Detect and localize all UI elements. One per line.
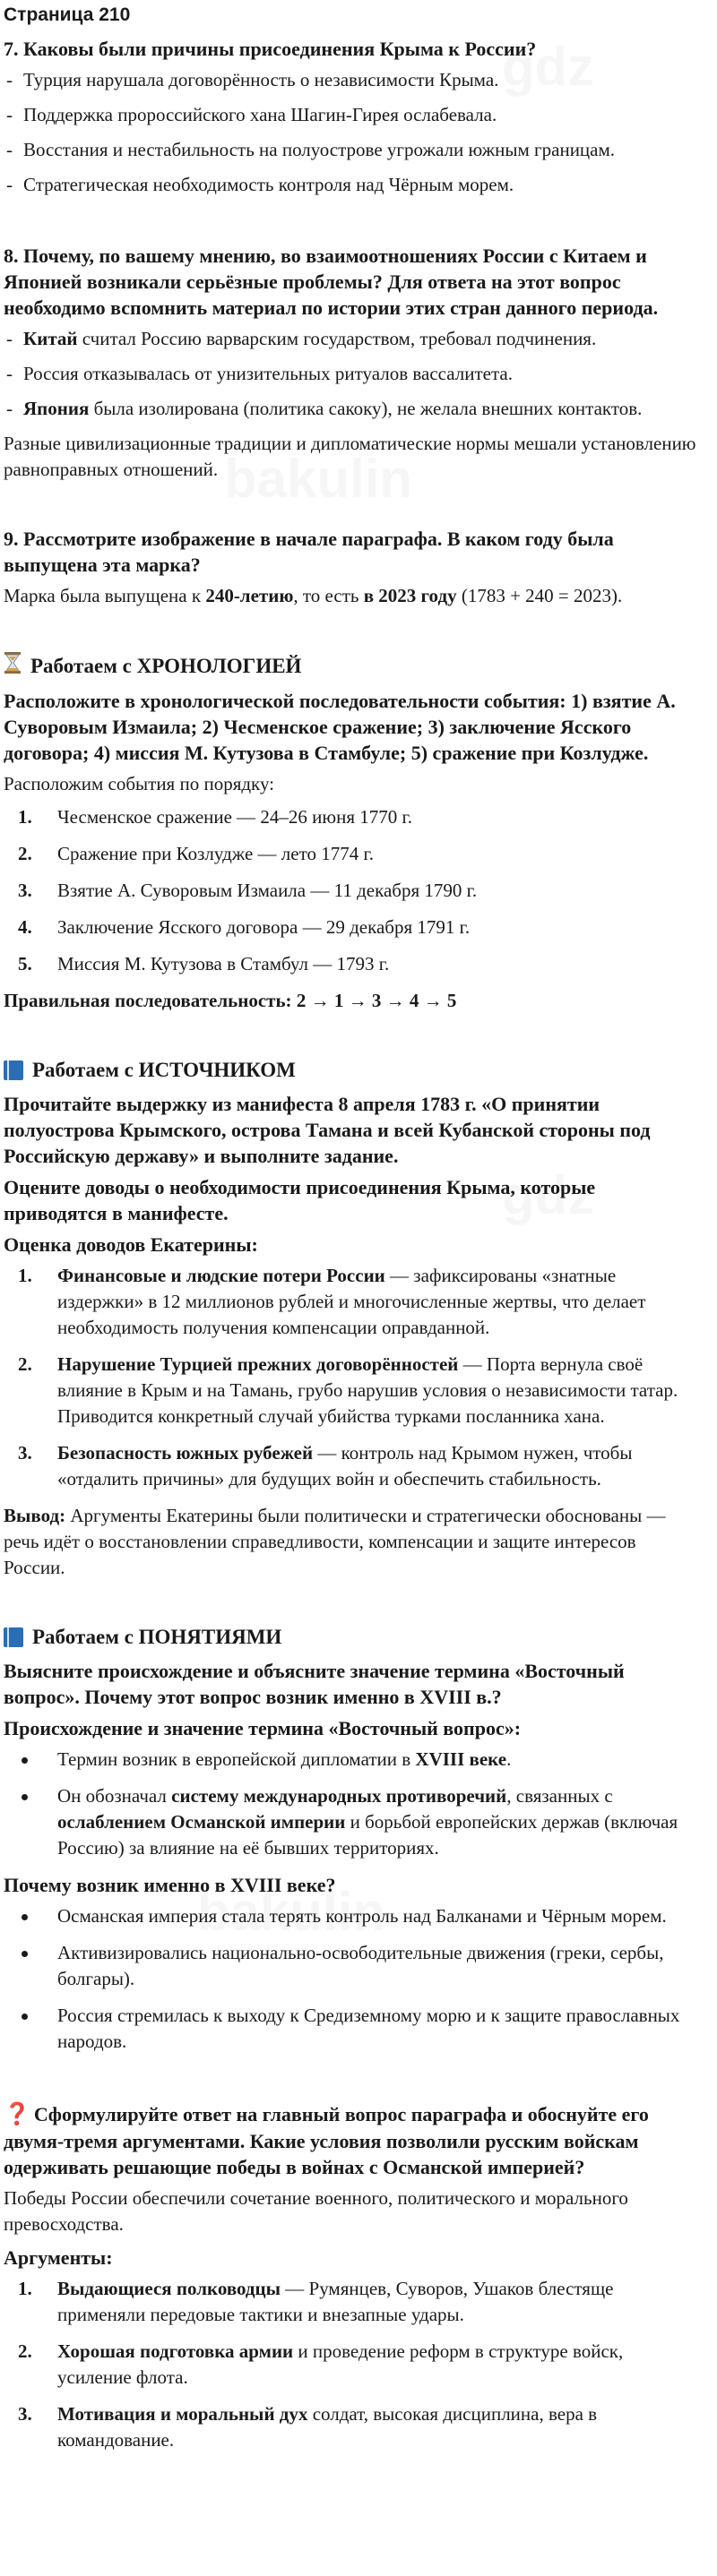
concepts-subheading-1: Происхождение и значение термина «Восточный вопрос»: xyxy=(4,1717,522,1739)
list-item: 3. Взятие А. Суворовым Измаила — 11 декабря 1790 г. xyxy=(18,880,478,901)
list-item: - Россия отказывалась от унизительных ритуалов вассалитета. xyxy=(6,363,513,384)
list-item: Активизировались национально-освободительные движения (греки, сербы, болгары). xyxy=(4,1940,701,1992)
chronology-list xyxy=(4,804,701,977)
final-answer: Победы России обеспечили сочетание военного, политического и морального превосходства. xyxy=(4,2187,628,2235)
source-heading: Работаем с ИСТОЧНИКОМ xyxy=(4,1057,701,1084)
source-conclusion: Вывод: Аргументы Екатерины были политически и стратегически обоснованы — речь идёт о восстановлении справедливости, компенсации и защите интересов России. xyxy=(4,1505,666,1578)
list-item: - Стратегическая необходимость контроля над Чёрным морем. xyxy=(6,174,514,195)
list-item: 1. Выдающиеся полководцы — Румянцев, Суворов, Ушаков блестяще применяли передовые тактики и внезапные удары. xyxy=(18,2278,614,2325)
chronology-intro: Расположим события по порядку: xyxy=(4,773,274,794)
chronology-answer: Правильная последовательность: 2 → 1 → 3 → 4 → 5 xyxy=(4,990,457,1011)
list-item: 2. Нарушение Турцией прежних договорённостей — Порта вернула своё влияние в Крым и на Тамань, грубо нарушив условия о независимости татар. Приводится конкретный случай убийства турками посланника хана. xyxy=(18,1353,678,1427)
question-8-title: 8. Почему, по вашему мнению, во взаимоотношениях России с Китаем и Японией возникали серьёзные проблемы? Для ответа на этот вопрос необходимо вспомнить материал по истории этих стран данного периода. xyxy=(4,245,659,319)
source-task-1: Прочитайте выдержку из манифеста 8 апреля 1783 г. «О принятии полуострова Крымского, острова Тамана и всей Кубанской стороны под Российскую державу» и выполните задание. xyxy=(4,1093,651,1167)
list-item: 3. Мотивация и моральный дух солдат, высокая дисциплина, вера в командование. xyxy=(18,2403,598,2451)
concepts-subheading-2: Почему возник именно в XVIII веке? xyxy=(4,1874,336,1896)
list-item: - Поддержка пророссийского хана Шагин-Гирея ослабевала. xyxy=(6,104,497,125)
source-list xyxy=(4,1263,701,1492)
list-item: 1. Чесменское сражение — 24–26 июня 1770 г. xyxy=(18,806,413,828)
list-item: Османская империя стала терять контроль над Балканами и Чёрным морем. xyxy=(4,1903,701,1929)
final-arguments-list xyxy=(4,2276,701,2453)
list-item: 4. Заключение Ясского договора — 29 декабря 1791 г. xyxy=(18,916,471,938)
hourglass-icon xyxy=(4,652,22,681)
question-8-conclusion: Разные цивилизационные традиции и дипломатические нормы мешали установлению равноправных отношений. xyxy=(4,433,696,480)
concepts-list-1 xyxy=(4,1747,701,1861)
list-item: - Восстания и нестабильность на полуострове угрожали южным границам. xyxy=(6,139,616,160)
list-item: Россия стремилась к выходу к Средиземному морю и к защите православных народов. xyxy=(4,2003,701,2055)
final-arguments-label: Аргументы: xyxy=(4,2246,113,2269)
source-subheading: Оценка доводов Екатерины: xyxy=(4,1233,258,1256)
question-8-list xyxy=(4,326,701,422)
question-mark-icon: ❓ xyxy=(4,2103,30,2126)
list-item: 3. Безопасность южных рубежей — контроль над Крымом нужен, чтобы «отдалить причины» для будущих войн и обеспечить стабильность. xyxy=(18,1442,633,1490)
list-item: 2. Хорошая подготовка армии и проведение реформ в структуре войск, усиление флота. xyxy=(18,2340,624,2388)
list-item: Термин возник в европейской дипломатии в XVIII веке. xyxy=(4,1747,701,1773)
question-9-title: 9. Рассмотрите изображение в начале параграфа. В каком году была выпущена эта марка? xyxy=(4,528,614,576)
chronology-task: Расположите в хронологической последовательности события: 1) взятие А. Суворовым Измаила; 2) Чесменское сражение; 3) заключение Ясского договора; 4) миссия М. Кутузова в Стамбуле; 5) сражение при Козлудже. xyxy=(4,690,676,764)
list-item: 5. Миссия М. Кутузова в Стамбул — 1793 г. xyxy=(18,953,390,975)
concepts-task: Выясните происхождение и объясните значение термина «Восточный вопрос». Почему этот вопрос возник именно в XVIII в.? xyxy=(4,1660,625,1708)
book-icon xyxy=(4,1060,23,1080)
list-item: - Япония была изолирована (политика сакоку), не желала внешних контактов. xyxy=(6,398,643,419)
list-item: - Китай считал Россию варварским государством, требовал подчинения. xyxy=(6,328,597,349)
list-item: 1. Финансовые и людские потери России — зафиксированы «знатные издержки» в 12 миллионов рублей и многочисленные жертвы, что делает необходимость получения компенсации оправданной. xyxy=(18,1265,646,1338)
final-question: ❓ Сформулируйте ответ на главный вопрос параграфа и обоснуйте его двумя-тремя аргументами. Какие условия позволили русским войскам одерживать решающие победы в войнах с Османской империей? xyxy=(4,2103,649,2178)
chronology-heading: Работаем с ХРОНОЛОГИЕЙ xyxy=(4,652,701,681)
book-icon xyxy=(4,1627,23,1647)
list-item: Он обозначал систему международных противоречий, связанных с ослаблением Османской империи и борьбой европейских держав (включая Россию) за влияние на её бывших территориях. xyxy=(4,1783,701,1861)
concepts-list-2 xyxy=(4,1903,701,2055)
concepts-heading: Работаем с ПОНЯТИЯМИ xyxy=(4,1624,701,1651)
list-item: - Турция нарушала договорённость о независимости Крыма. xyxy=(6,69,499,90)
source-task-2: Оцените доводы о необходимости присоединения Крыма, которые приводятся в манифесте. xyxy=(4,1176,596,1224)
question-7-title: 7. Каковы были причины присоединения Крыма к России? xyxy=(4,38,537,60)
list-item: 2. Сражение при Козлудже — лето 1774 г. xyxy=(18,843,375,864)
page-header: Страница 210 xyxy=(4,4,131,25)
question-7-list xyxy=(4,67,701,198)
question-9-answer: Марка была выпущена к 240-летию, то есть в 2023 году (1783 + 240 = 2023). xyxy=(4,585,623,606)
